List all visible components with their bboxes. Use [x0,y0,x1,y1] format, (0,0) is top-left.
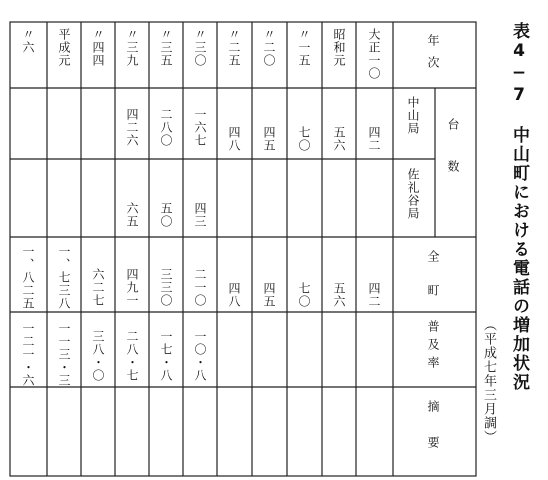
total-cell: 四九一 [125,268,139,307]
nakayama-cell: 七〇 [297,126,311,152]
nakayama-cell: 四八 [227,126,241,152]
year-cell: 〃三〇 [193,28,207,67]
total-cell: 七〇 [297,282,311,308]
rate-cell: 三八・〇 [91,330,105,382]
header-year: 年次 [426,34,440,78]
total-cell: 二一〇 [193,268,207,307]
nakayama-cell: 四二六 [125,108,139,147]
year-cell: 平成元 [57,28,71,67]
header-remarks: 摘要 [426,400,440,472]
header-nakayama-station: 中山局 [406,96,420,135]
total-cell: 六二七 [91,268,105,307]
nakayama-cell: 四五 [262,126,276,152]
rate-cell: 一二一・六 [21,322,35,387]
total-cell: 四二 [367,282,381,308]
year-cell: 〃二〇 [262,28,276,67]
header-whole-town: 全町 [426,250,440,318]
sasafudaya-cell: 六五 [125,202,139,228]
year-cell: 〃三五 [159,28,173,67]
rate-cell: 一七・八 [159,330,173,382]
rate-cell: 一〇・八 [193,330,207,382]
year-cell: 〃四四 [91,28,105,67]
total-cell: 一、七三八 [57,245,71,310]
year-cell: 昭和元 [332,28,346,67]
total-cell: 三三〇 [159,268,173,307]
total-cell: 四五 [262,282,276,308]
year-cell: 〃一五 [297,28,311,67]
total-cell: 四八 [227,282,241,308]
nakayama-cell: 四二 [367,126,381,152]
nakayama-cell: 五六 [332,126,346,152]
header-sasafudaya-station: 佐礼谷局 [406,168,420,220]
header-count: 台数 [446,118,460,202]
sasafudaya-cell: 五〇 [159,202,173,228]
nakayama-cell: 二八〇 [159,108,173,147]
nakayama-cell: 一六七 [193,108,207,147]
total-cell: 一、八二五 [21,245,35,310]
total-cell: 五六 [332,282,346,308]
year-cell: 大正一〇 [367,28,381,80]
year-cell: 〃六 [21,28,35,54]
year-cell: 〃二五 [227,28,241,67]
year-cell: 〃三九 [125,28,139,67]
table-title: 表4−7 中山町における電話の増加状況 [509,22,529,392]
rate-cell: 一一三・三 [57,322,71,387]
header-penetration-rate: 普及率 [426,320,440,374]
sasafudaya-cell: 四三 [193,202,207,228]
rate-cell: 二八・七 [125,330,139,382]
table-subtitle: （平成七年三月調） [481,318,496,444]
